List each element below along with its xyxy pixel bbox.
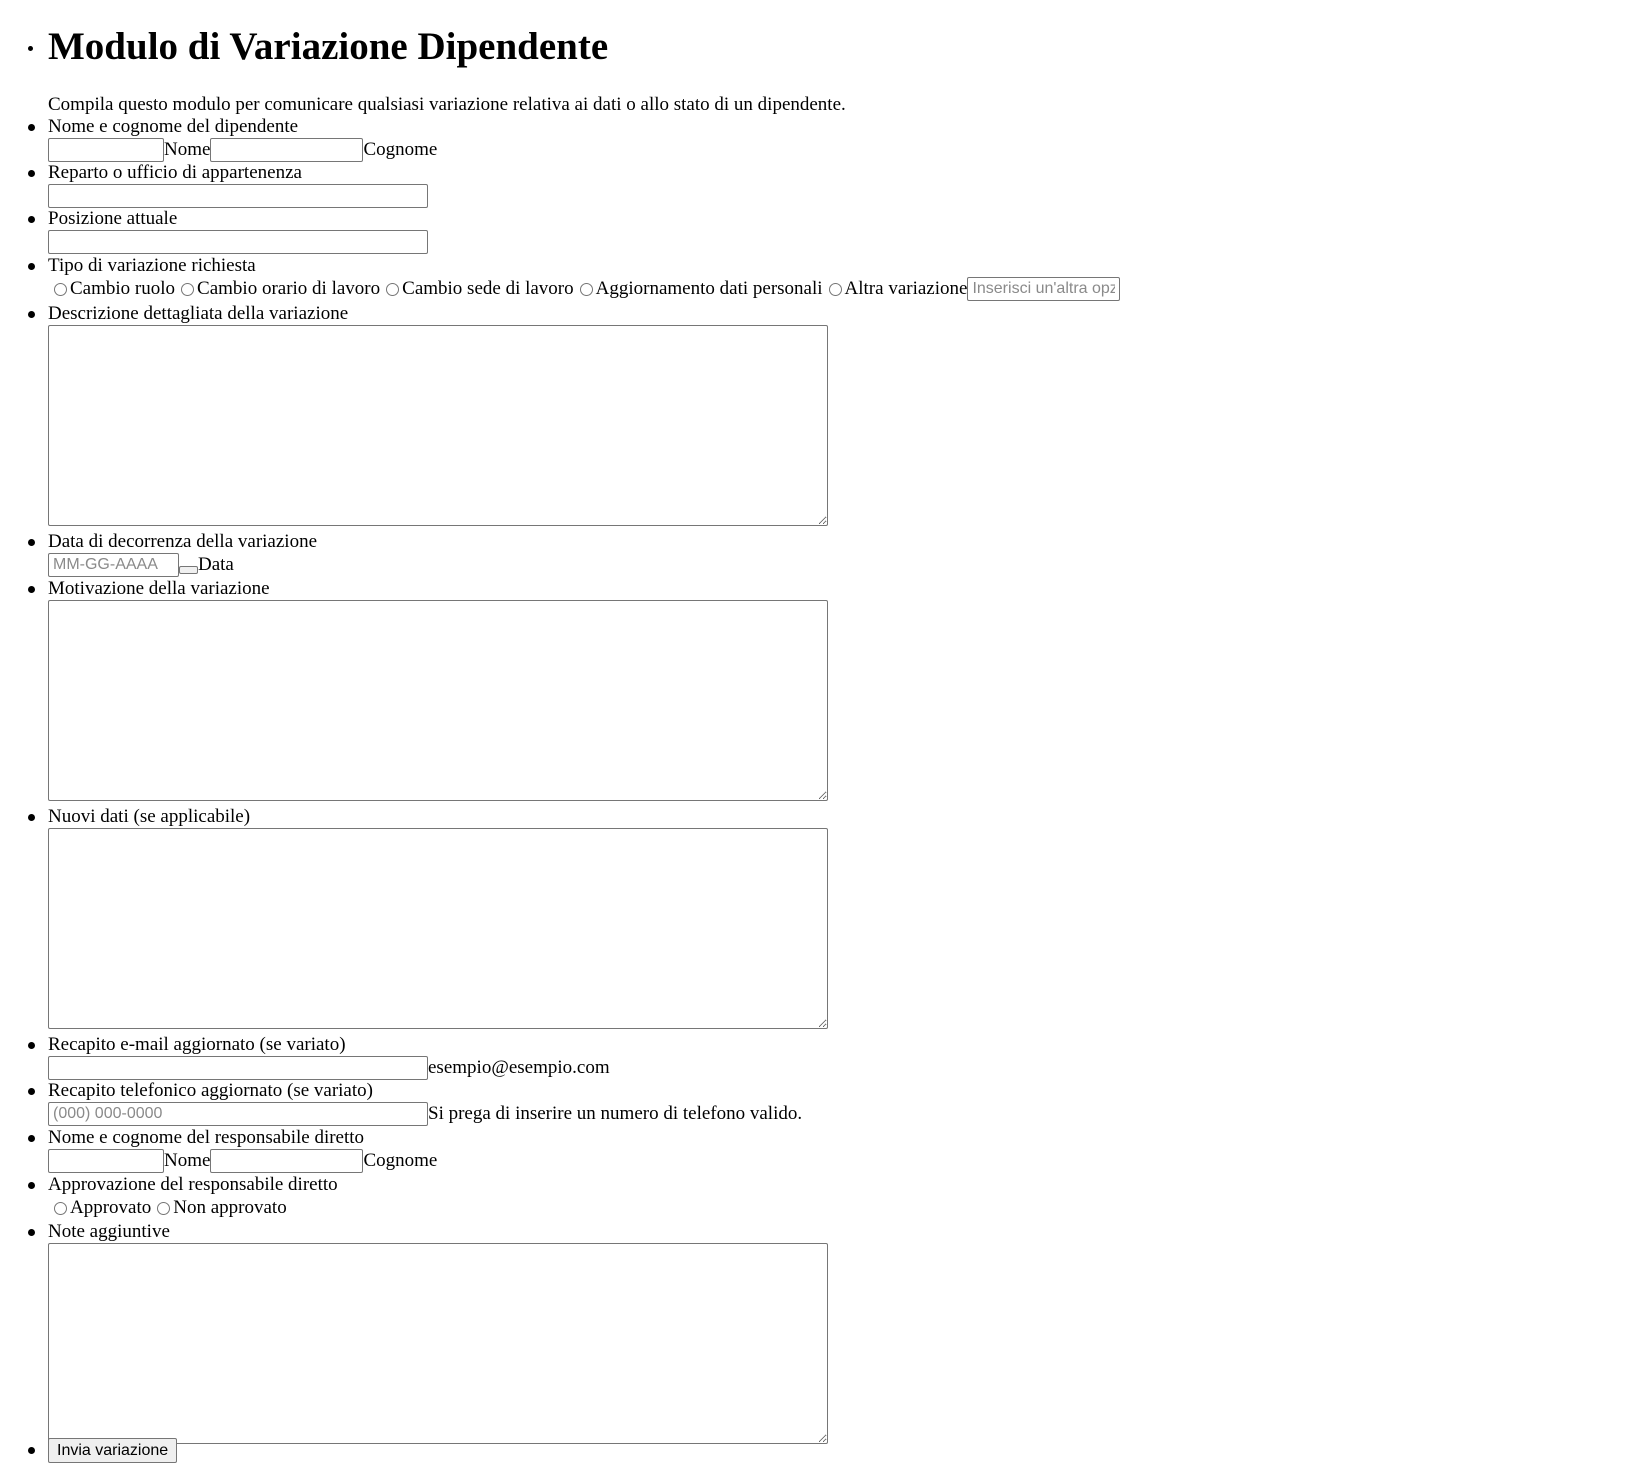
- department-section: [48, 162, 428, 208]
- list-bullet: [28, 1182, 35, 1189]
- date-input[interactable]: [48, 553, 179, 577]
- radio-label: Cambio sede di lavoro: [402, 278, 574, 299]
- new-data-section: [48, 806, 828, 1029]
- radio-label: Non approvato: [173, 1197, 287, 1218]
- employee-name-section: [48, 116, 437, 162]
- new-data-textarea[interactable]: [48, 828, 828, 1029]
- reason-label: Motivazione della variazione: [48, 578, 270, 599]
- employee-last-name-input[interactable]: [210, 138, 363, 162]
- position-input[interactable]: [48, 230, 428, 254]
- notes-label: Note aggiuntive: [48, 1221, 170, 1242]
- radio-label: Approvato: [70, 1197, 152, 1218]
- position-label: Posizione attuale: [48, 208, 178, 229]
- manager-name-section: [48, 1127, 437, 1173]
- manager-name-label: Nome e cognome del responsabile diretto: [48, 1127, 365, 1148]
- department-input[interactable]: [48, 184, 428, 208]
- approval-label: Approvazione del responsabile diretto: [48, 1174, 338, 1195]
- new-data-label: Nuovi dati (se applicabile): [48, 806, 251, 827]
- change-type-section: [48, 255, 1120, 301]
- list-bullet: [28, 216, 35, 223]
- intro-text: Compila questo modulo per comunicare qualsiasi variazione relativa ai dati o allo stato di un dipendente.: [48, 94, 846, 115]
- employee-first-name-input[interactable]: [48, 138, 164, 162]
- email-section: [48, 1034, 610, 1080]
- radio-label: Cambio orario di lavoro: [197, 278, 381, 299]
- list-bullet: [28, 311, 35, 318]
- list-bullet: [28, 263, 35, 270]
- submit-button[interactable]: Invia variazione: [48, 1438, 177, 1463]
- reason-textarea[interactable]: [48, 600, 828, 801]
- other-change-input[interactable]: [967, 277, 1120, 301]
- page-title: Modulo di Variazione Dipendente: [48, 25, 609, 68]
- manager-first-name-input[interactable]: [48, 1149, 164, 1173]
- notes-section: [48, 1221, 828, 1444]
- radio-label: Cambio ruolo: [70, 278, 176, 299]
- description-label: Descrizione dettagliata della variazione: [48, 303, 349, 324]
- manager-last-name-sublabel: Cognome: [363, 1150, 438, 1171]
- department-label: Reparto o ufficio di appartenenza: [48, 162, 302, 183]
- list-bullet: [28, 539, 35, 546]
- list-bullet: [28, 1088, 35, 1095]
- manager-first-name-sublabel: Nome: [164, 1150, 211, 1171]
- employee-name-label: Nome e cognome del dipendente: [48, 116, 299, 137]
- notes-textarea[interactable]: [48, 1243, 828, 1444]
- submit-section: [48, 1438, 177, 1463]
- approval-section: [48, 1174, 338, 1220]
- phone-label: Recapito telefonico aggiornato (se variato): [48, 1080, 373, 1101]
- radio-altra-variazione[interactable]: [829, 283, 842, 296]
- radio-label: Aggiornamento dati personali: [595, 278, 823, 299]
- manager-last-name-input[interactable]: [210, 1149, 363, 1173]
- list-bullet: [28, 124, 35, 131]
- list-bullet: [28, 46, 33, 51]
- date-sublabel: Data: [198, 554, 234, 575]
- radio-aggiornamento-dati[interactable]: [580, 283, 593, 296]
- list-bullet: [28, 1229, 35, 1236]
- change-type-label: Tipo di variazione richiesta: [48, 255, 256, 276]
- calendar-icon[interactable]: [179, 566, 198, 574]
- list-bullet: [28, 586, 35, 593]
- radio-cambio-ruolo[interactable]: [54, 283, 67, 296]
- effective-date-label: Data di decorrenza della variazione: [48, 531, 318, 552]
- phone-input[interactable]: [48, 1102, 428, 1126]
- radio-cambio-sede[interactable]: [386, 283, 399, 296]
- position-section: [48, 208, 428, 254]
- employee-first-name-sublabel: Nome: [164, 139, 211, 160]
- phone-section: [48, 1080, 802, 1126]
- phone-sublabel: Si prega di inserire un numero di telefono valido.: [428, 1103, 803, 1124]
- list-bullet: [28, 1135, 35, 1142]
- email-label: Recapito e-mail aggiornato (se variato): [48, 1034, 346, 1055]
- description-section: [48, 303, 828, 526]
- list-bullet: [28, 170, 35, 177]
- description-textarea[interactable]: [48, 325, 828, 526]
- email-sublabel: esempio@esempio.com: [428, 1057, 610, 1078]
- radio-cambio-orario[interactable]: [181, 283, 194, 296]
- effective-date-section: [48, 531, 317, 577]
- list-bullet: [28, 1042, 35, 1049]
- radio-label: Altra variazione: [844, 278, 968, 299]
- email-input[interactable]: [48, 1056, 428, 1080]
- reason-section: [48, 578, 828, 801]
- radio-non-approvato[interactable]: [157, 1202, 170, 1215]
- employee-last-name-sublabel: Cognome: [363, 139, 438, 160]
- list-bullet: [28, 1447, 35, 1454]
- list-bullet: [28, 814, 35, 821]
- radio-approvato[interactable]: [54, 1202, 67, 1215]
